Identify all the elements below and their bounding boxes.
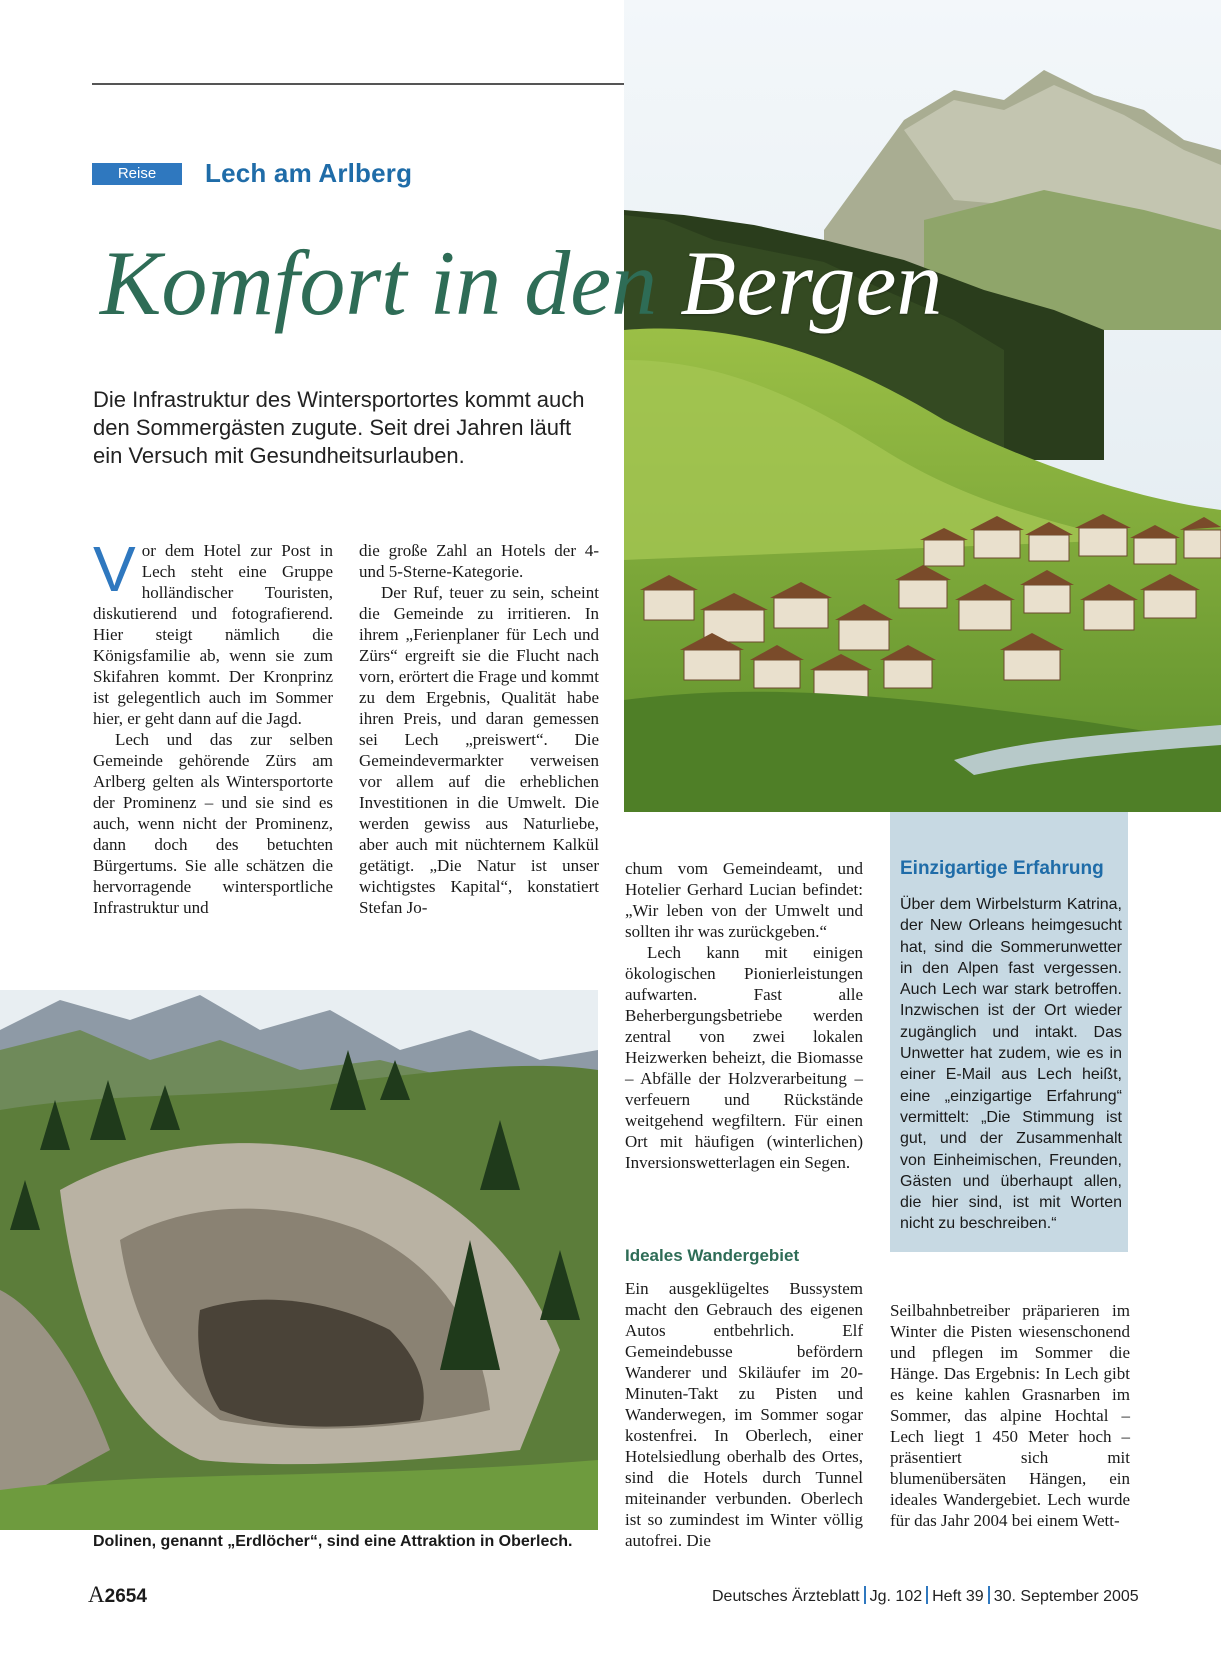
body-paragraph: Lech und das zur selben Gemeinde gehörende Zürs am Arlberg gelten als Wintersportorte der Prominenz – und sie sind es auch, wenn nicht der Prominenz, dann doch des betuchten Bürgertums. Sie alle schätzen die hervorragende wintersportliche Infrastruktur und xyxy=(93,730,333,917)
village-valley-photo xyxy=(624,0,1221,812)
subheading: Ideales Wandergebiet xyxy=(625,1246,800,1265)
headline-part-2: Bergen xyxy=(680,232,943,334)
issue-date: 30. September 2005 xyxy=(993,1588,1139,1605)
sinkhole-photo xyxy=(0,990,598,1530)
body-column-4 xyxy=(890,1300,1130,1531)
body-paragraph: die große Zahl an Hotels der 4- und 5-Sterne-Kategorie. xyxy=(359,541,599,581)
drop-cap: V xyxy=(93,533,136,605)
paragraph-text: or dem Hotel zur Post in Lech steht eine Gruppe holländischer Touristen, diskutierend und fotografierend. Hier steigt nämlich die Königsfamilie ab, wenn sie zum Skifahren kommt. Der Kronprinz ist gelegentlich auch im Sommer hier, er geht dann auf die Jagd. xyxy=(93,541,333,728)
body-paragraph: Der Ruf, teuer zu sein, scheint die Gemeinde zu irritieren. In ihrem „Ferienplaner für Lech und Zürs“ ergreift sie die Flucht nach vorn, erörtert die Frage und kommt zu dem Ergebnis, Qualität habe ihren Preis, und daran gemessen sei Lech „preiswert“. Die Gemeindevermarkter verweisen vor allem auf die erheblichen Investitionen in die Umwelt. Die werden gewiss aus Naturliebe, aber auch mit nüchternem Kalkül getätigt. „Die Natur ist unser wichtigstes Kapital“, konstatiert Stefan Jo- xyxy=(359,583,599,917)
body-column-3-continued xyxy=(625,1278,863,1551)
body-paragraph xyxy=(93,533,333,729)
info-box-text: Über dem Wirbelsturm Katrina, der New Orleans heimgesucht hat, sind die Sommerunwetter in den Alpen fast vergessen. Auch Lech war stark betroffen. Inzwischen ist der Ort wieder zugänglich und intakt. Das Unwetter hat zudem, wie es in einer E-Mail aus Lech heißt, eine „einzigartige Erfahrung“ vermittelt: „Die Stimmung ist gut, und der Zusammenhalt von Einheimischen, Freunden, Gästen und überhaupt allen, die hier sind, ist mit Worten nicht zu beschreiben.“ xyxy=(900,896,1122,1233)
body-column-3 xyxy=(625,858,863,1173)
section-heading: Lech am Arlberg xyxy=(205,158,413,188)
separator xyxy=(864,1586,866,1604)
page-number xyxy=(88,1582,147,1608)
body-paragraph: Lech kann mit einigen ökologischen Pionierleistungen aufwarten. Fast alle Beherbergungsbetriebe werden zentral von zwei lokalen Heizwerken beheizt, die Biomasse – Abfälle der Holzverarbeitung – verfeuern und Rückstände weitgehend wegfiltern. Für einen Ort mit häufigen (winterlichen) Inversionswetterlagen ein Segen. xyxy=(625,943,863,1172)
footer-meta xyxy=(712,1586,1139,1606)
section-tag: Reise xyxy=(92,163,182,185)
body-paragraph: Ein ausgeklügeltes Bussystem macht den Gebrauch des eigenen Autos entbehrlich. Elf Gemeindebusse befördern Wanderer und Skiläufer im 20-Minuten-Takt zu Pisten und Wanderwegen, im Sommer sogar kostenfrei. In Oberlech, einer Hotelsiedlung oberhalb des Ortes, sind die Hotels durch Tunnel miteinander verbunden. Oberlech ist so zumindest im Winter völlig autofrei. Die xyxy=(625,1279,863,1550)
body-paragraph: chum vom Gemeindeamt, und Hotelier Gerhard Lucian befindet: „Wir leben von der Umwelt und sollten ihr was zurückgeben.“ xyxy=(625,859,863,941)
body-paragraph: Seilbahnbetreiber präparieren im Winter die Pisten wiesenschonend und pflegen im Sommer die Hänge. Das Ergebnis: In Lech gibt es keine kahlen Grasnarben im Sommer, das alpine Hochtal – Lech liegt 1 450 Meter hoch – präsentiert sich mit blumenübersäten Hängen, ein ideales Wandergebiet. Lech wurde für das Jahr 2004 bei einem Wett- xyxy=(890,1301,1130,1530)
headline xyxy=(100,228,942,338)
lead-paragraph: Die Infrastruktur des Wintersportortes kommt auch den Sommergästen zugute. Seit drei Jahren läuft ein Versuch mit Gesundheitsurlauben. xyxy=(93,387,585,468)
journal-name: Deutsches Ärzteblatt xyxy=(712,1588,860,1605)
separator xyxy=(926,1586,928,1604)
issue: Heft 39 xyxy=(932,1588,984,1605)
page-number-value: 2654 xyxy=(104,1586,147,1607)
body-column-2 xyxy=(359,540,599,918)
volume: Jg. 102 xyxy=(869,1588,923,1605)
top-rule xyxy=(92,83,624,85)
page-prefix: A xyxy=(88,1582,105,1607)
info-box-title: Einzigartige Erfahrung xyxy=(900,858,1104,879)
separator xyxy=(988,1586,990,1604)
photo-caption: Dolinen, genannt „Erdlöcher“, sind eine Attraktion in Oberlech. xyxy=(93,1533,573,1550)
body-column-1 xyxy=(93,533,333,918)
headline-part-1: Komfort in den xyxy=(100,232,681,334)
